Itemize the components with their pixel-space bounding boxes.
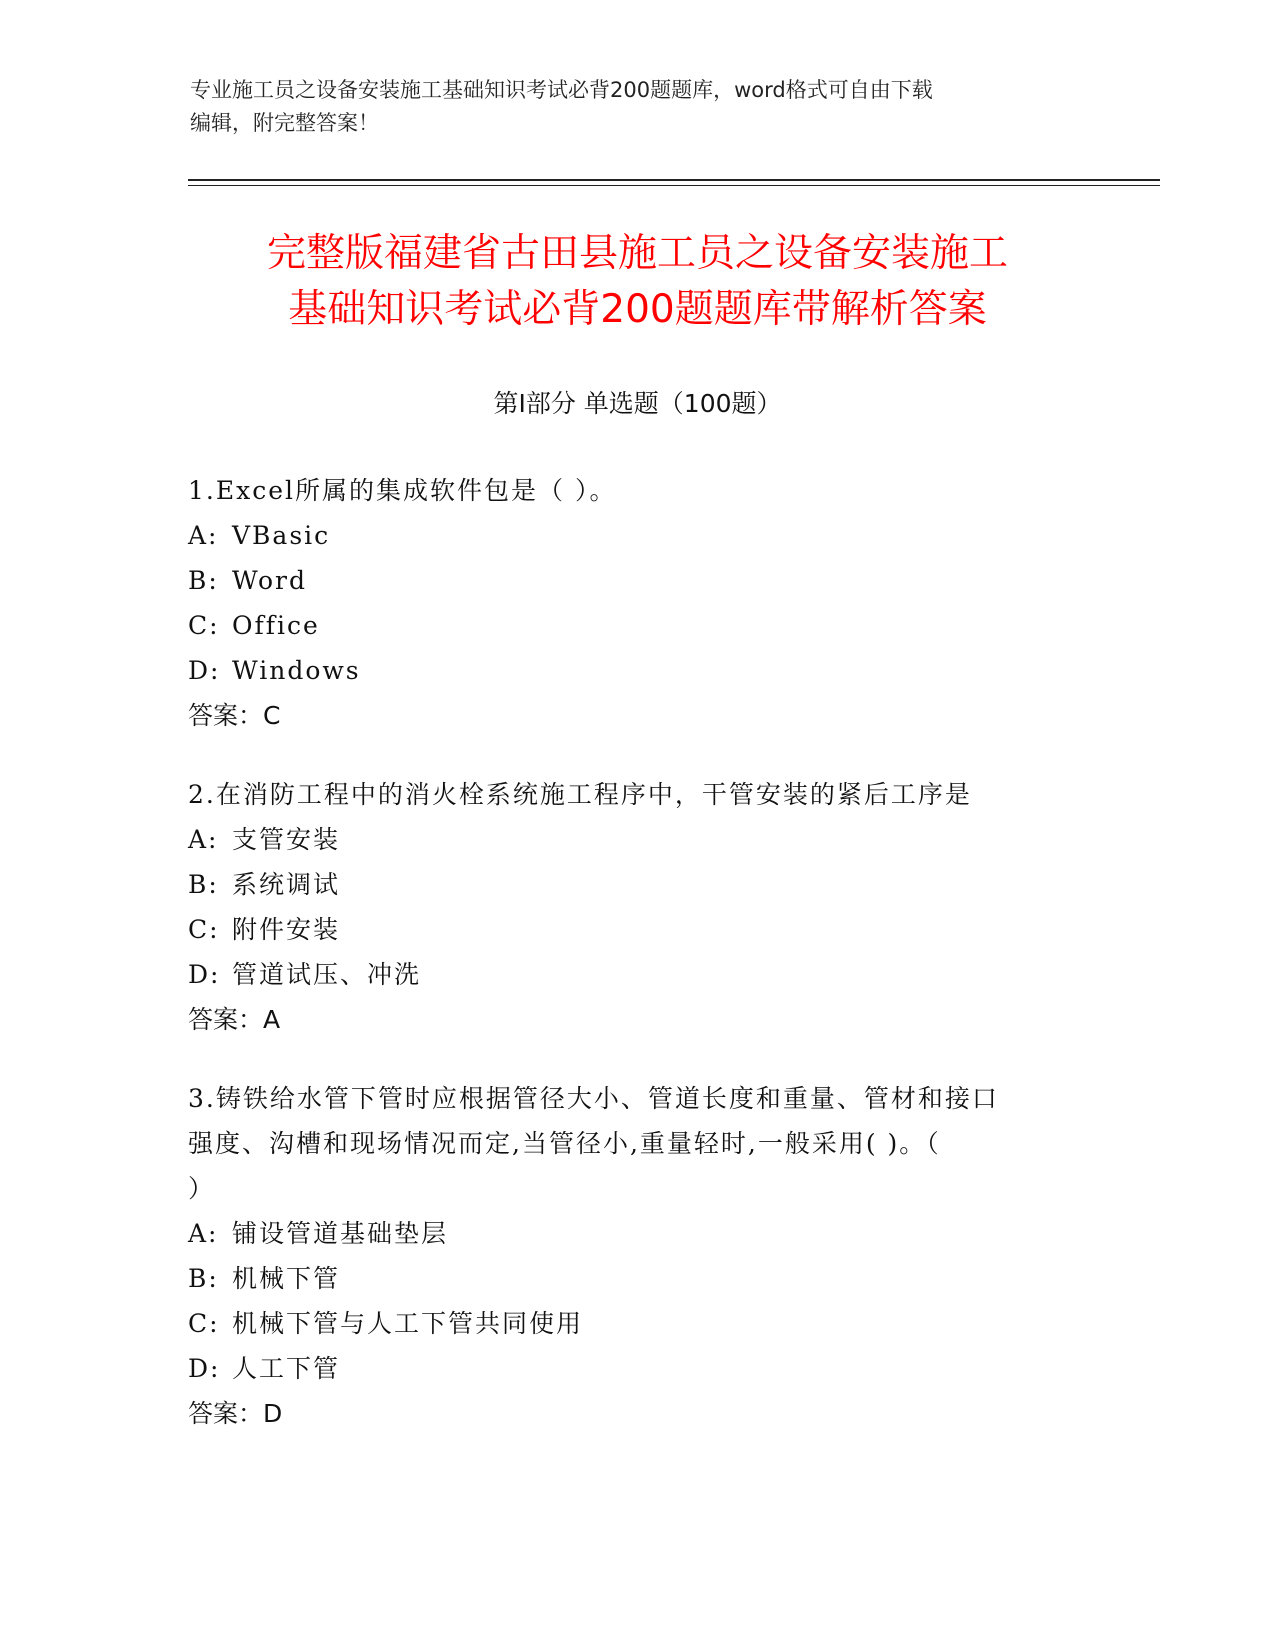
option-c — [188, 603, 1068, 648]
question-stem: 2.在消防工程中的消火栓系统施工程序中，干管安装的紧后工序是 — [188, 780, 972, 809]
intro-line-1: 专业施工员之设备安装施工基础知识考试必背200题题库，word格式可自由下载 — [190, 78, 933, 102]
option-letter: B: — [188, 870, 219, 899]
question-stem-line-2: 强度、沟槽和现场情况而定,当管径小,重量轻时,一般采用( )。（ — [188, 1129, 941, 1158]
option-text: 铺设管道基础垫层 — [232, 1219, 449, 1248]
option-c — [188, 1301, 1068, 1346]
header-rule-thick — [188, 179, 1160, 181]
option-c — [188, 907, 1068, 952]
option-letter: A: — [188, 825, 219, 854]
option-b — [188, 862, 1068, 907]
option-letter: B: — [188, 566, 219, 595]
title-line-1: 完整版福建省古田县施工员之设备安装施工 — [266, 231, 1008, 276]
option-letter: D: — [188, 656, 221, 685]
option-d — [188, 648, 1068, 693]
answer-label: 答案：D — [188, 1399, 283, 1428]
option-d — [188, 952, 1068, 997]
option-text: 机械下管 — [232, 1264, 341, 1293]
option-text: Windows — [232, 656, 361, 685]
option-letter: D: — [188, 1354, 221, 1383]
option-letter: C: — [188, 611, 220, 640]
option-text: Office — [232, 611, 320, 640]
option-text: 机械下管与人工下管共同使用 — [232, 1309, 584, 1338]
option-text: 系统调试 — [232, 870, 341, 899]
option-text: 支管安装 — [232, 825, 341, 854]
option-a — [188, 513, 1068, 558]
option-b — [188, 558, 1068, 603]
option-text: VBasic — [232, 521, 331, 550]
option-b — [188, 1256, 1068, 1301]
option-letter: D: — [188, 960, 221, 989]
question-stem-line-1: 3.铸铁给水管下管时应根据管径大小、管道长度和重量、管材和接口 — [188, 1084, 999, 1113]
option-letter: A: — [188, 521, 219, 550]
question-stem-line-3: ） — [188, 1174, 216, 1203]
answer-label: 答案：C — [188, 701, 281, 730]
option-text: 人工下管 — [232, 1354, 341, 1383]
intro-line-2: 编辑，附完整答案！ — [190, 111, 379, 135]
option-a — [188, 1211, 1068, 1256]
option-letter: C: — [188, 915, 220, 944]
option-text: 附件安装 — [232, 915, 341, 944]
question-3 — [188, 1076, 1068, 1436]
option-d — [188, 1346, 1068, 1391]
intro-text — [190, 74, 1090, 140]
section-heading: 第Ⅰ部分 单选题（100题） — [493, 389, 782, 418]
option-letter: B: — [188, 1264, 219, 1293]
option-letter: C: — [188, 1309, 220, 1338]
question-1 — [188, 468, 1068, 738]
header-rule-thin — [188, 185, 1160, 186]
answer-label: 答案：A — [188, 1005, 281, 1034]
option-text: 管道试压、冲洗 — [232, 960, 422, 989]
title-line-2: 基础知识考试必背200题题库带解析答案 — [288, 287, 987, 332]
question-stem: 1.Excel所属的集成软件包是（ ）。 — [188, 476, 617, 505]
option-a — [188, 817, 1068, 862]
option-letter: A: — [188, 1219, 219, 1248]
option-text: Word — [232, 566, 308, 595]
question-2 — [188, 772, 1068, 1042]
document-title — [170, 226, 1105, 338]
